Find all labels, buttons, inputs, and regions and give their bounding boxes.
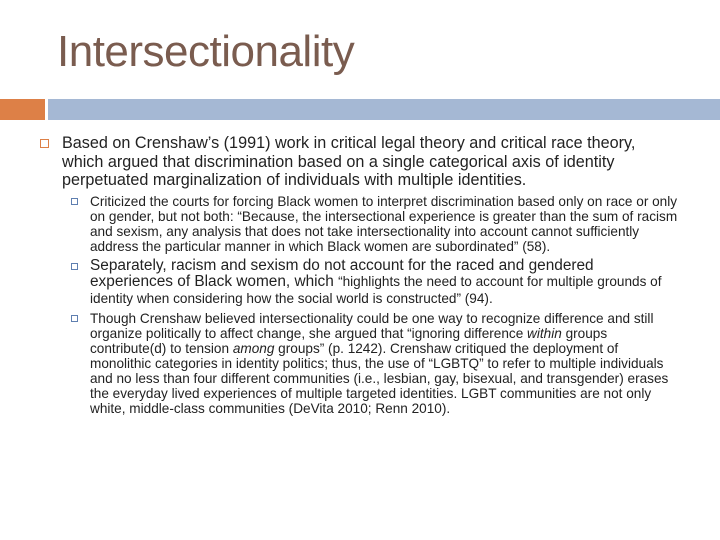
square-bullet-icon: [71, 315, 78, 322]
sub-bullet-3-part1: Though Crenshaw believed intersectionality could be one way to recognize difference and still organize politically to affect change, she argued that “ignoring difference: [90, 311, 654, 341]
sub-bullet-3-part2: groups contribute(d) to tension: [90, 326, 608, 356]
main-bullet-text: Based on Crenshaw’s (1991) work in critical legal theory and critical race theory, which argued that discrimination based on a single categorical axis of identity perpetuated marginalization of individuals with multiple identities.: [62, 134, 636, 189]
sub-bullet-1: [64, 194, 678, 254]
square-bullet-icon: [71, 198, 78, 205]
accent-bar-blue: [48, 99, 720, 120]
sub-bullet-3: [64, 311, 678, 416]
sub-bullet-2: [64, 258, 678, 308]
main-bullet: [38, 134, 678, 190]
square-bullet-icon: [71, 263, 78, 270]
sub-bullet-3-part3: groups” (p. 1242). Crenshaw critiqued the deployment of monolithic categories in identity politics; thus, the use of “LGBTQ” to refer to multiple individuals and no less than four different communities (i.e., lesbian, gay, bisexual, and transgender) erases the everyday lived experiences of multiple targeted identities. LGBT communities are not only white, middle-class communities (DeVita 2010; Renn 2010).: [90, 341, 669, 416]
sub-bullet-3-italic-among: among: [232, 341, 275, 356]
sub-bullet-2-lead: Separately, racism and sexism do not account for the raced and gendered experiences of Black women, which: [90, 256, 594, 290]
sub-bullet-3-italic-within: within: [527, 326, 562, 341]
sub-bullet-1-text: Criticized the courts for forcing Black women to interpret discrimination based only on race or only on gender, but not both: “Because, the intersectional experience is greater than the sum of racism and sexism, any analysis that does not take intersectionality into account cannot sufficiently address the particular manner in which Black women are subordinated” (58).: [90, 193, 678, 254]
square-bullet-icon: [40, 139, 49, 148]
accent-bar-orange: [0, 99, 45, 120]
slide-title: Intersectionality: [57, 27, 355, 76]
sub-bullet-2-quote: “highlights the need to account for multiple grounds of identity when considering how the social world is constructed” (94).: [90, 274, 662, 306]
slide-body: [38, 134, 678, 416]
